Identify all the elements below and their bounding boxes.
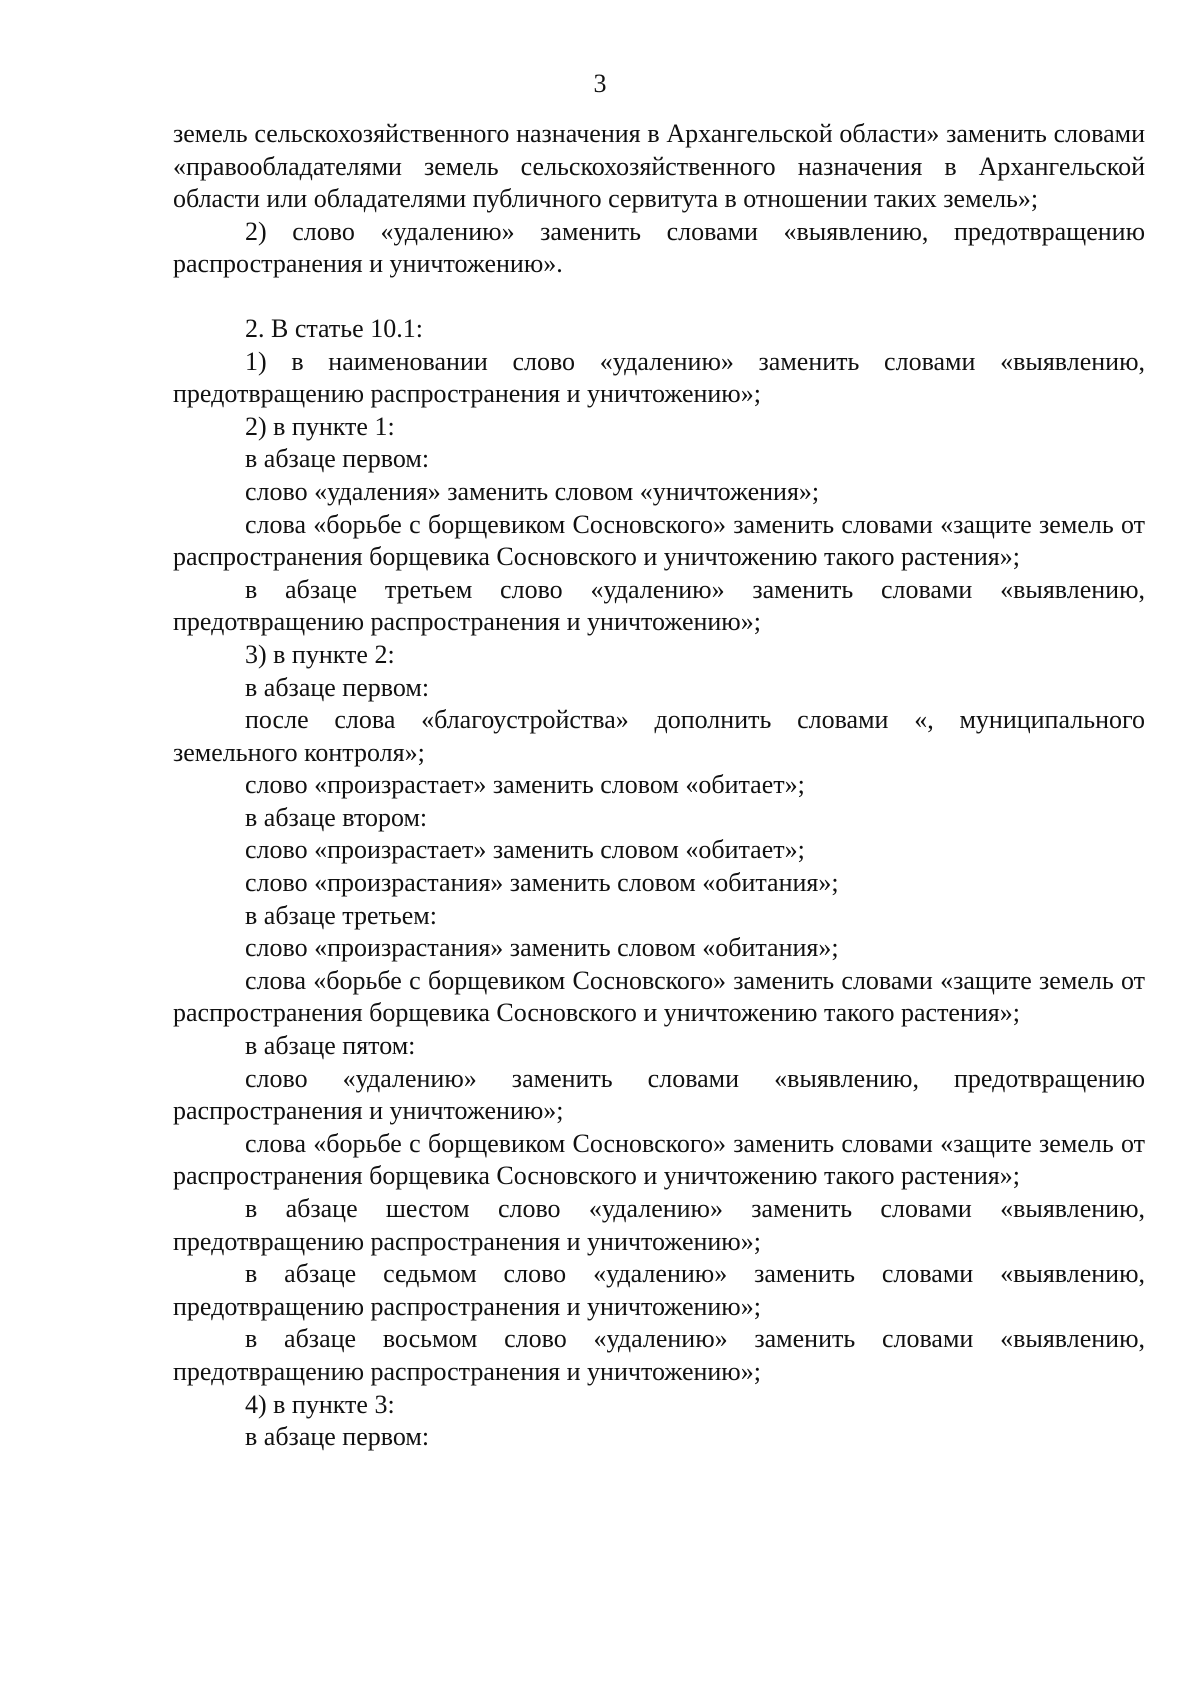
- paragraph: слова «борьбе с борщевиком Сосновского» заменить словами «защите земель от распространения борщевика Сосновского и уничтожению такого растения»;: [173, 965, 1145, 1028]
- paragraph: в абзаце третьем:: [245, 900, 437, 930]
- paragraph: в абзаце первом:: [245, 444, 430, 474]
- paragraph: 4) в пункте 3:: [245, 1389, 395, 1419]
- paragraph: в абзаце третьем слово «удалению» заменить словами «выявлению, предотвращению распространения и уничтожению»;: [173, 574, 1145, 637]
- paragraph: в абзаце пятом:: [245, 1031, 416, 1061]
- paragraph: слова «борьбе с борщевиком Сосновского» заменить словами «защите земель от распространения борщевика Сосновского и уничтожению такого растения»;: [173, 1128, 1145, 1191]
- paragraph: после слова «благоустройства» дополнить словами «, муниципального земельного контроля»;: [173, 705, 1145, 767]
- paragraph: в абзаце восьмом слово «удалению» заменить словами «выявлению, предотвращению распространения и уничтожению»;: [173, 1324, 1145, 1386]
- document-body: [173, 118, 1145, 1454]
- page-number: 3: [593, 69, 607, 98]
- paragraph: слово «удаления» заменить словом «уничтожения»;: [245, 476, 820, 506]
- paragraph: в абзаце втором:: [245, 802, 428, 832]
- paragraph: слово «произрастания» заменить словом «обитания»;: [245, 868, 839, 898]
- paragraph: слово «удалению» заменить словами «выявлению, предотвращению распространения и уничтожению»;: [173, 1063, 1145, 1126]
- paragraph: 2. В статье 10.1:: [245, 313, 423, 343]
- paragraph: 2) слово «удалению» заменить словами «выявлению, предотвращению распространения и уничтожению».: [173, 216, 1145, 279]
- paragraph: земель сельскохозяйственного назначения в Архангельской области» заменить словами «правообладателями земель сельскохозяйственного назначения в Архангельской области или обладателями публичного сервитута в отношении таких земель»;: [173, 119, 1145, 214]
- paragraph: 1) в наименовании слово «удалению» заменить словами «выявлению, предотвращению распространения и уничтожению»;: [173, 346, 1145, 409]
- paragraph: в абзаце первом:: [245, 672, 430, 702]
- paragraph: 3) в пункте 2:: [245, 639, 395, 669]
- paragraph: слова «борьбе с борщевиком Сосновского» заменить словами «защите земель от распространения борщевика Сосновского и уничтожению такого растения»;: [173, 509, 1145, 572]
- paragraph: слово «произрастает» заменить словом «обитает»;: [245, 770, 805, 800]
- paragraph: 2) в пункте 1:: [245, 411, 395, 441]
- paragraph: слово «произрастает» заменить словом «обитает»;: [245, 835, 805, 865]
- paragraph: в абзаце первом:: [245, 1422, 430, 1452]
- paragraph: в абзаце седьмом слово «удалению» заменить словами «выявлению, предотвращению распространения и уничтожению»;: [173, 1259, 1145, 1321]
- paragraph: в абзаце шестом слово «удалению» заменить словами «выявлению, предотвращению распространения и уничтожению»;: [173, 1194, 1145, 1256]
- paragraph: слово «произрастания» заменить словом «обитания»;: [245, 933, 839, 963]
